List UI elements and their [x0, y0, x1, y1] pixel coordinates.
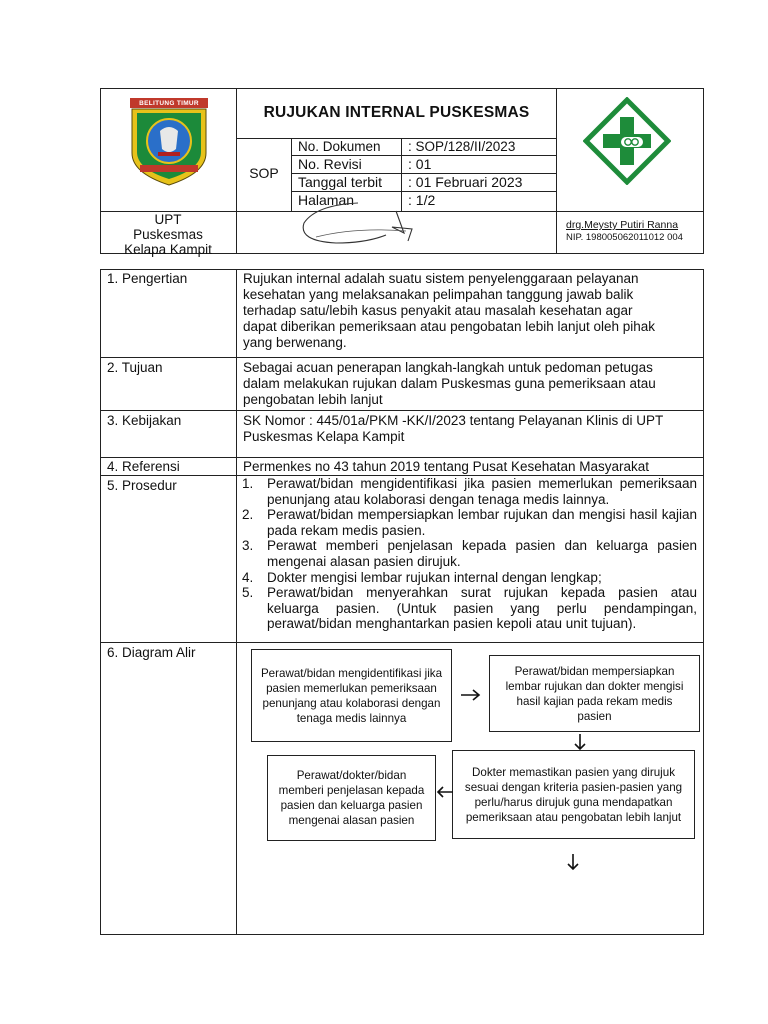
flow-box-persiapan [489, 655, 700, 732]
meta-value-revisi: : 01 [408, 156, 432, 172]
signer-nip: NIP. 198005062011012 004 [566, 232, 683, 243]
arrow-right-icon [460, 688, 482, 702]
step-text: Perawat/bidan mempersiapkan lembar rujukan dan mengisi hasil kajian pada rekam medis pasien. [267, 507, 697, 538]
arrow-down-icon [566, 853, 580, 871]
text-line: Puskesmas Kelapa Kampit [243, 429, 405, 444]
step-number: 3. [242, 538, 254, 554]
step-text: Perawat memberi penjelasan kepada pasien dan keluarga pasien mengenai alasan pasien dirujuk. [267, 538, 697, 569]
flow-box-text: Perawat/dokter/bidan memberi penjelasan kepada pasien dan keluarga pasien mengenai alasan pasien [278, 769, 425, 827]
step-text: Perawat/bidan mengidentifikasi jika pasien memerlukan pemeriksaan penunjang atau kolaborasi dengan tenaga medis lainnya. [267, 476, 697, 507]
step-number: 4. [242, 569, 254, 585]
meta-label-halaman: Halaman [298, 192, 355, 208]
text-line: pengobatan lebih lanjut [243, 392, 383, 407]
label-kebijakan: 3. Kebijakan [107, 413, 182, 428]
label-prosedur: 5. Prosedur [107, 478, 177, 493]
step-number: 1. [242, 476, 254, 491]
sop-label: SOP [249, 165, 279, 181]
label-referensi: 4. Referensi [107, 459, 180, 474]
step-text: Dokter mengisi lembar rujukan internal dengan lengkap; [267, 569, 602, 585]
flow-box-dokter [452, 750, 695, 839]
signer-name: drg.Meysty Putiri Ranna [566, 219, 679, 231]
step-number: 5. [242, 585, 254, 601]
prosedur-list [242, 476, 697, 632]
flow-box-identifikasi [251, 649, 452, 742]
signature-icon [296, 197, 436, 251]
list-item [242, 570, 697, 586]
meta-value-halaman: : 1/2 [408, 192, 436, 208]
arrow-down-icon [573, 733, 587, 751]
text-line: dalam melakukan rujukan dalam Puskesmas guna pemeriksaan atau [243, 376, 656, 391]
page-title: RUJUKAN INTERNAL PUSKESMAS [263, 104, 530, 121]
text-line: Rujukan internal adalah suatu sistem penyelenggaraan pelayanan [243, 271, 639, 286]
step-number: 2. [242, 507, 254, 523]
step-text: Perawat/bidan menyerahkan surat rujukan kepada pasien atau keluarga pasien. (Untuk pasien yang perlu pendampingan, perawat/bidan menghantarkan pasien kepoli atau unit tujuan). [267, 585, 697, 632]
text-line: kesehatan yang melaksanakan pelimpahan tanggung jawab balik [243, 287, 634, 302]
meta-label-tanggal: Tanggal terbit [298, 174, 383, 190]
meta-value-tanggal: : 01 Februari 2023 [408, 174, 523, 190]
list-item [242, 538, 697, 569]
flow-box-text: Perawat/bidan mempersiapkan lembar rujukan dan dokter mengisi hasil kajian pada rekam medis pasien [505, 664, 684, 723]
unit-line-3: Kelapa Kampit [124, 242, 212, 257]
text-kebijakan [243, 413, 698, 445]
meta-label-revisi: No. Revisi [298, 156, 362, 172]
list-item [242, 507, 697, 538]
text-line: dapat diberikan pemeriksaan atau pengobatan lebih lanjut oleh pihak [243, 319, 656, 334]
flow-box-text: Dokter memastikan pasien yang dirujuk sesuai dengan kriteria pasien-pasien yang perlu/harus dirujuk guna mendapatkan pemeriksaan atau pengobatan lebih lanjut [464, 765, 683, 824]
text-pengertian [243, 271, 698, 351]
flow-box-penjelasan [267, 755, 436, 841]
text-line: terhadap satu/lebih kasus penyakit atau masalah kesehatan agar [243, 303, 633, 318]
arrow-left-icon [436, 785, 454, 799]
text-tujuan [243, 360, 698, 408]
label-tujuan: 2. Tujuan [107, 360, 163, 375]
meta-label-dokumen: No. Dokumen [298, 139, 381, 154]
logo-banner-text: BELITUNG TIMUR [139, 99, 199, 107]
meta-value-dokumen: : SOP/128/II/2023 [408, 139, 516, 154]
label-diagram: 6. Diagram Alir [107, 645, 196, 660]
text-line: SK Nomor : 445/01a/PKM -KK/I/2023 tentang Pelayanan Klinis di UPT [243, 413, 664, 428]
puskesmas-logo [583, 97, 671, 185]
text-line: Sebagai acuan penerapan langkah-langkah untuk pedoman petugas [243, 360, 653, 375]
unit-line-1: UPT [154, 212, 182, 227]
logo-banner [130, 98, 208, 108]
list-item [242, 476, 697, 507]
list-item [242, 585, 697, 632]
regency-logo [128, 97, 210, 187]
label-pengertian: 1. Pengertian [107, 271, 188, 286]
text-referensi: Permenkes no 43 tahun 2019 tentang Pusat Kesehatan Masyarakat [243, 459, 650, 474]
unit-name [100, 211, 236, 257]
text-line: yang berwenang. [243, 335, 347, 350]
flow-box-text: Perawat/bidan mengidentifikasi jika pasien memerlukan pemeriksaan penunjang atau kolaborasi dengan tenaga medis lainnya [260, 666, 443, 725]
unit-line-2: Puskesmas [133, 227, 203, 242]
